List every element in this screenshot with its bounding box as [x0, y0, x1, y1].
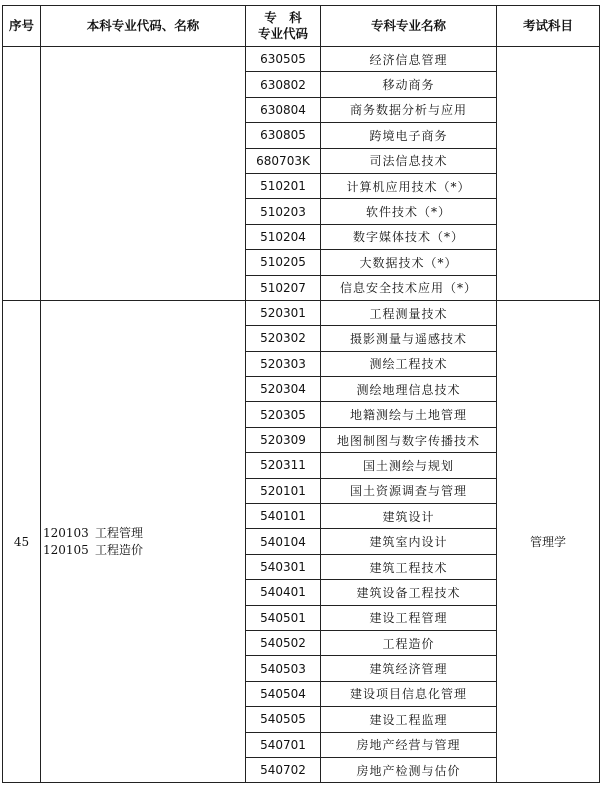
seq-cell [3, 47, 41, 301]
major-name-cell: 建筑设备工程技术 [321, 580, 497, 605]
major-name-cell: 建设项目信息化管理 [321, 681, 497, 706]
major-name-cell: 房地产经营与管理 [321, 732, 497, 757]
undergrad-code: 120105 [43, 542, 89, 557]
seq-cell: 45 [3, 300, 41, 782]
major-code-cell: 520302 [246, 326, 321, 351]
major-name-cell: 摄影测量与遥感技术 [321, 326, 497, 351]
major-code-cell: 520101 [246, 478, 321, 503]
group-b-body [3, 300, 600, 782]
major-name-cell: 计算机应用技术（*） [321, 173, 497, 198]
major-code-cell: 630804 [246, 97, 321, 122]
major-name-cell: 信息安全技术应用（*） [321, 275, 497, 300]
major-code-cell: 540701 [246, 732, 321, 757]
major-name-cell: 建筑经济管理 [321, 656, 497, 681]
major-name-cell: 建筑设计 [321, 504, 497, 529]
major-name-cell: 工程造价 [321, 630, 497, 655]
undergrad-cell [41, 300, 246, 782]
group-a-body [3, 47, 600, 301]
undergrad-major [43, 542, 245, 559]
header-code-line1: 专 科 [264, 10, 302, 25]
undergrad-name: 工程造价 [95, 542, 144, 557]
major-name-cell: 国土测绘与规划 [321, 453, 497, 478]
major-code-cell: 510203 [246, 199, 321, 224]
major-code-cell: 520311 [246, 453, 321, 478]
major-code-cell: 540401 [246, 580, 321, 605]
header-code-line2: 专业代码 [257, 26, 308, 41]
major-code-cell: 520301 [246, 300, 321, 325]
major-name-cell: 测绘地理信息技术 [321, 377, 497, 402]
major-name-cell: 地籍测绘与土地管理 [321, 402, 497, 427]
undergrad-name: 工程管理 [95, 525, 144, 540]
major-code-cell: 520309 [246, 427, 321, 452]
major-name-cell: 司法信息技术 [321, 148, 497, 173]
major-table [2, 5, 600, 783]
major-name-cell: 商务数据分析与应用 [321, 97, 497, 122]
major-name-cell: 大数据技术（*） [321, 250, 497, 275]
major-name-cell: 跨境电子商务 [321, 123, 497, 148]
major-code-cell: 540301 [246, 554, 321, 579]
major-code-cell: 540501 [246, 605, 321, 630]
major-name-cell: 工程测量技术 [321, 300, 497, 325]
major-name-cell: 地图制图与数字传播技术 [321, 427, 497, 452]
major-code-cell: 510204 [246, 224, 321, 249]
major-code-cell: 540101 [246, 504, 321, 529]
major-name-cell: 测绘工程技术 [321, 351, 497, 376]
major-name-cell: 国土资源调查与管理 [321, 478, 497, 503]
major-code-cell: 540504 [246, 681, 321, 706]
major-code-cell: 630805 [246, 123, 321, 148]
major-code-cell: 630505 [246, 47, 321, 72]
major-name-cell: 建设工程管理 [321, 605, 497, 630]
major-code-cell: 520305 [246, 402, 321, 427]
major-code-cell: 630802 [246, 72, 321, 97]
undergrad-code: 120103 [43, 525, 89, 540]
major-name-cell: 房地产检测与估价 [321, 757, 497, 782]
exam-subject-cell: 管理学 [497, 300, 600, 782]
header-code [246, 6, 321, 47]
major-name-cell: 建设工程监理 [321, 707, 497, 732]
major-name-cell: 移动商务 [321, 72, 497, 97]
major-code-cell: 540505 [246, 707, 321, 732]
major-code-cell: 510205 [246, 250, 321, 275]
major-code-cell: 520303 [246, 351, 321, 376]
major-code-cell: 520304 [246, 377, 321, 402]
header-undergrad: 本科专业代码、名称 [41, 6, 246, 47]
major-code-cell: 540503 [246, 656, 321, 681]
major-name-cell: 经济信息管理 [321, 47, 497, 72]
header-row [3, 6, 600, 47]
major-code-cell: 510201 [246, 173, 321, 198]
major-code-cell: 510207 [246, 275, 321, 300]
table-row [3, 300, 600, 325]
major-name-cell: 建筑室内设计 [321, 529, 497, 554]
major-name-cell: 建筑工程技术 [321, 554, 497, 579]
major-name-cell: 软件技术（*） [321, 199, 497, 224]
exam-subject-cell [497, 47, 600, 301]
major-name-cell: 数字媒体技术（*） [321, 224, 497, 249]
header-name: 专科专业名称 [321, 6, 497, 47]
header-seq: 序号 [3, 6, 41, 47]
major-code-cell: 540502 [246, 630, 321, 655]
major-code-cell: 680703K [246, 148, 321, 173]
undergrad-cell [41, 47, 246, 301]
header-exam: 考试科目 [497, 6, 600, 47]
major-code-cell: 540702 [246, 757, 321, 782]
undergrad-major [43, 525, 245, 542]
major-code-cell: 540104 [246, 529, 321, 554]
table-row [3, 47, 600, 72]
